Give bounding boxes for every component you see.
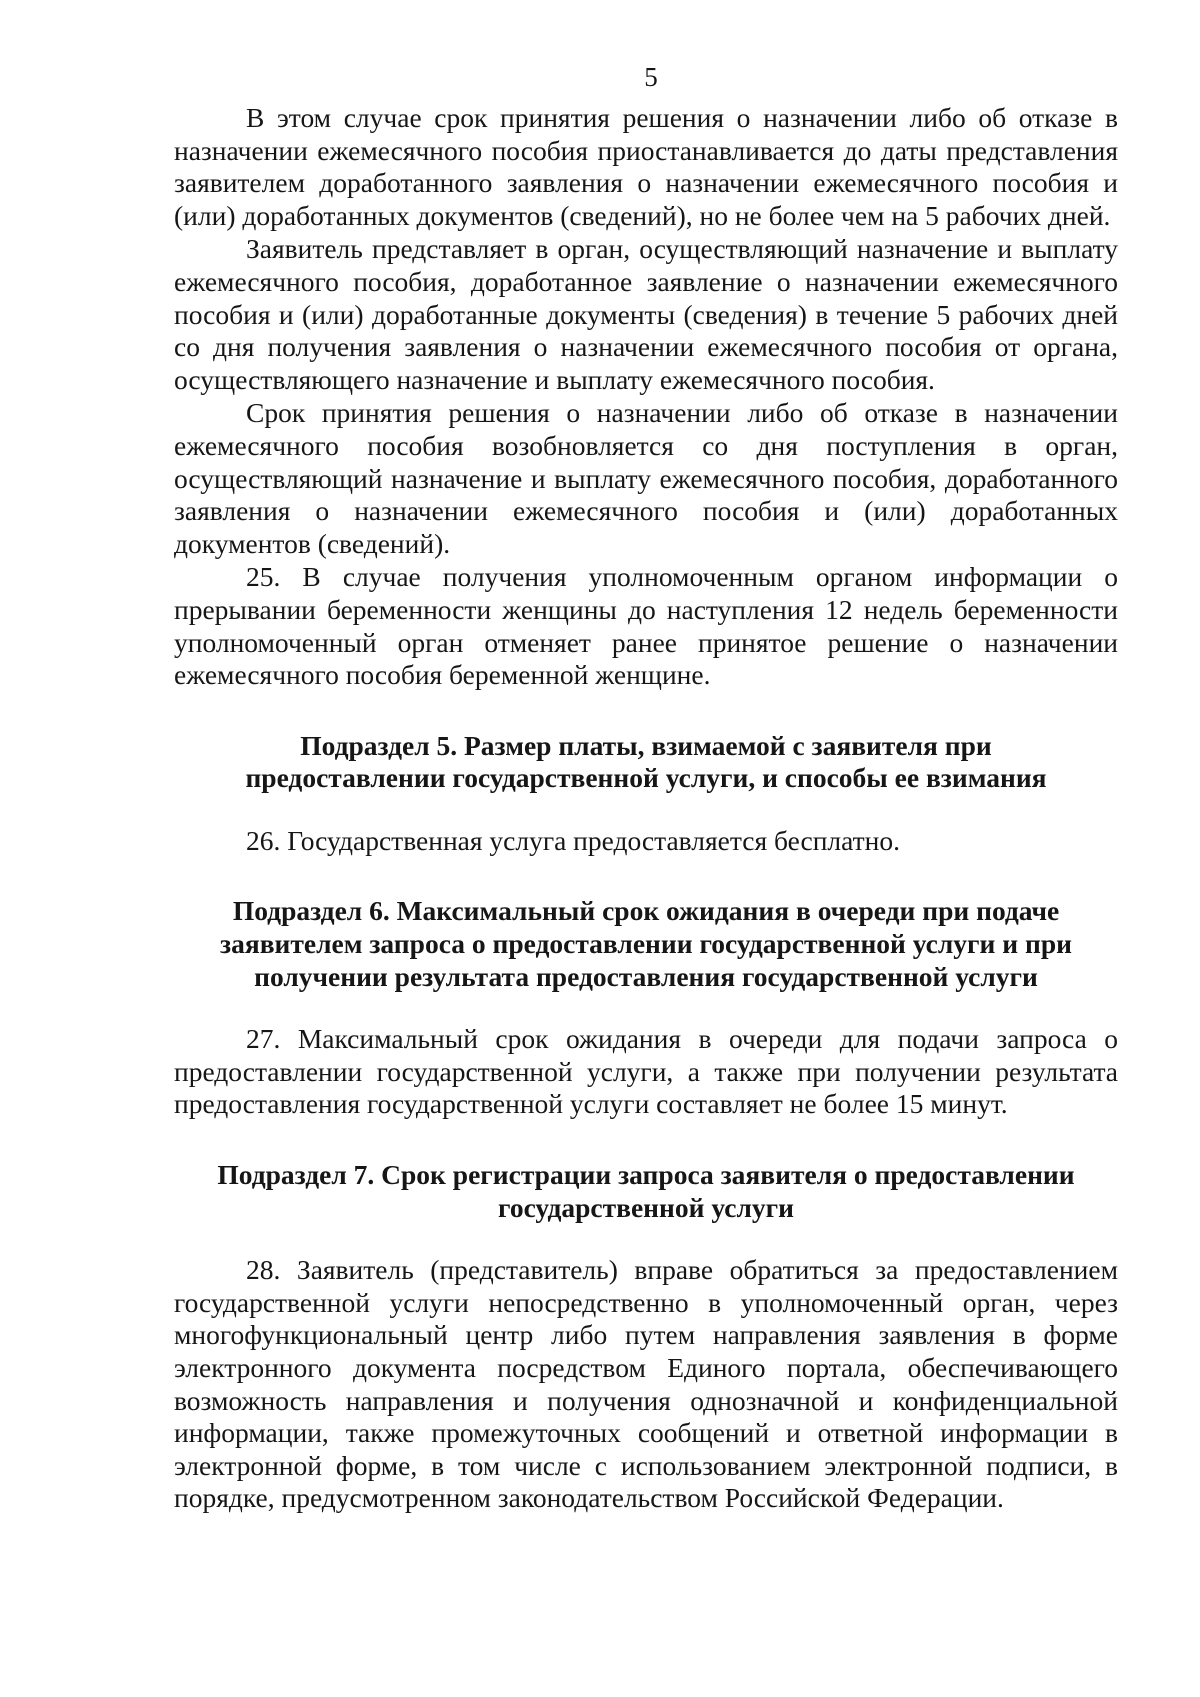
heading-subsection-5-line-2: предоставлении государственной услуги, и способы ее взимания [245, 762, 1047, 794]
heading-subsection-6-line-3: получении результата предоставления государственной услуги [254, 960, 1038, 992]
paragraph-item-28: 28. Заявитель (представитель) вправе обратиться за предоставлением государственной услуги непосредственно в уполномоченный орган, через многофункциональный центр либо путем направления заявления в форме электронного документа посредством Единого портала, обеспечивающего возможность направления и получения однозначной и конфиденциальной информации, также промежуточных сообщений и ответной информации в электронной форме, в том числе с использованием электронной подписи, в порядке, предусмотренном законодательством Российской Федерации. [174, 1254, 1118, 1514]
spacer [174, 857, 1118, 895]
page-number: 5 [644, 62, 658, 92]
spacer [174, 795, 1118, 825]
paragraph-item-27: 27. Максимальный срок ожидания в очереди для подачи запроса о предоставлении государственной услуги, а также при получении результата предоставления государственной услуги составляет не более 15 минут. [174, 1023, 1118, 1120]
paragraph-applicant-submits: Заявитель представляет в орган, осуществляющий назначение и выплату ежемесячного пособия, доработанное заявление о назначении ежемесячного пособия и (или) доработанные документы (сведения) в течение 5 рабочих дней со дня получения заявления о назначении ежемесячного пособия от органа, осуществляющего назначение и выплату ежемесячного пособия. [174, 233, 1118, 395]
heading-subsection-6-line-1: Подраздел 6. Максимальный срок ожидания в очереди при подаче [232, 895, 1060, 927]
heading-subsection-5 [174, 730, 1118, 795]
spacer [174, 1224, 1118, 1254]
spacer [174, 1121, 1118, 1159]
paragraph-term-resumes: Срок принятия решения о назначении либо об отказе в назначении ежемесячного пособия возобновляется со дня поступления в орган, осуществляющий назначение и выплату ежемесячного пособия, доработанного заявления о назначении ежемесячного пособия и (или) доработанных документов (сведений). [174, 397, 1118, 559]
heading-subsection-5-line-1: Подраздел 5. Размер платы, взимаемой с заявителя при [300, 729, 992, 761]
paragraph-suspension-term: В этом случае срок принятия решения о назначении либо об отказе в назначении ежемесячного пособия приостанавливается до даты представления заявителем доработанного заявления о назначении ежемесячного пособия и (или) доработанных документов (сведений), но не более чем на 5 рабочих дней. [174, 102, 1118, 231]
heading-subsection-7-line-1: Подраздел 7. Срок регистрации запроса заявителя о предоставлении [217, 1159, 1075, 1191]
paragraph-item-26: 26. Государственная услуга предоставляется бесплатно. [246, 824, 900, 856]
spacer [174, 692, 1118, 730]
heading-subsection-7-line-2: государственной услуги [498, 1191, 794, 1223]
heading-subsection-6 [174, 895, 1118, 993]
heading-subsection-7 [174, 1159, 1118, 1224]
heading-subsection-6-line-2: заявителем запроса о предоставлении государственной услуги и при [220, 928, 1072, 960]
paragraph-item-25: 25. В случае получения уполномоченным органом информации о прерывании беременности женщины до наступления 12 недель беременности уполномоченный орган отменяет ранее принятое решение о назначении ежемесячного пособия беременной женщине. [174, 561, 1118, 691]
spacer [174, 993, 1118, 1023]
